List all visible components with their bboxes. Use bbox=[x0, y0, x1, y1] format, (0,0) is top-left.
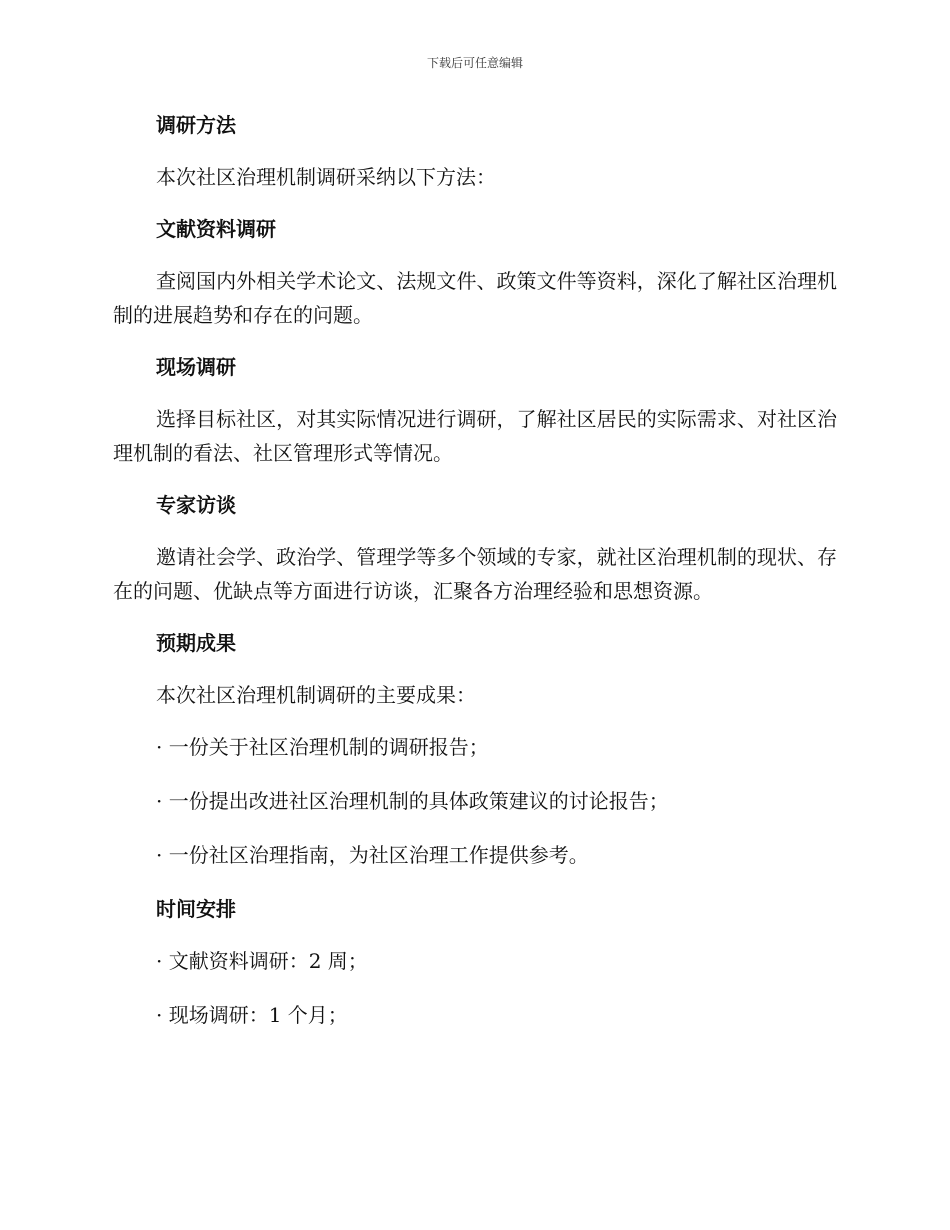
page-header: 下载后可任意编辑 bbox=[426, 56, 523, 70]
outcomes-heading: 预期成果 bbox=[156, 631, 236, 655]
document-body bbox=[113, 108, 837, 1052]
outcomes-item: · 一份关于社区治理机制的调研报告； bbox=[156, 735, 489, 759]
outcomes-item: · 一份社区治理指南，为社区治理工作提供参考。 bbox=[156, 843, 589, 867]
methods-intro: 本次社区治理机制调研采纳以下方法： bbox=[156, 165, 496, 189]
schedule-item: · 现场调研：1 个月； bbox=[156, 1003, 348, 1027]
literature-heading: 文献资料调研 bbox=[156, 217, 276, 241]
outcomes-intro: 本次社区治理机制调研的主要成果： bbox=[156, 683, 476, 707]
literature-text: 查阅国内外相关学术论文、法规文件、政策文件等资料，深化了解社区治理机制的进展趋势和存在的问题。 bbox=[113, 269, 837, 327]
expert-text: 邀请社会学、政治学、管理学等多个领域的专家，就社区治理机制的现状、存在的问题、优缺点等方面进行访谈，汇聚各方治理经验和思想资源。 bbox=[113, 545, 837, 603]
field-text: 选择目标社区，对其实际情况进行调研，了解社区居民的实际需求、对社区治理机制的看法、社区管理形式等情况。 bbox=[113, 407, 837, 465]
field-heading: 现场调研 bbox=[156, 355, 236, 379]
schedule-item: · 文献资料调研：2 周； bbox=[156, 949, 368, 973]
outcomes-item: · 一份提出改进社区治理机制的具体政策建议的讨论报告； bbox=[156, 789, 669, 813]
expert-heading: 专家访谈 bbox=[156, 493, 236, 517]
methods-heading: 调研方法 bbox=[156, 113, 236, 137]
schedule-heading: 时间安排 bbox=[156, 897, 236, 921]
